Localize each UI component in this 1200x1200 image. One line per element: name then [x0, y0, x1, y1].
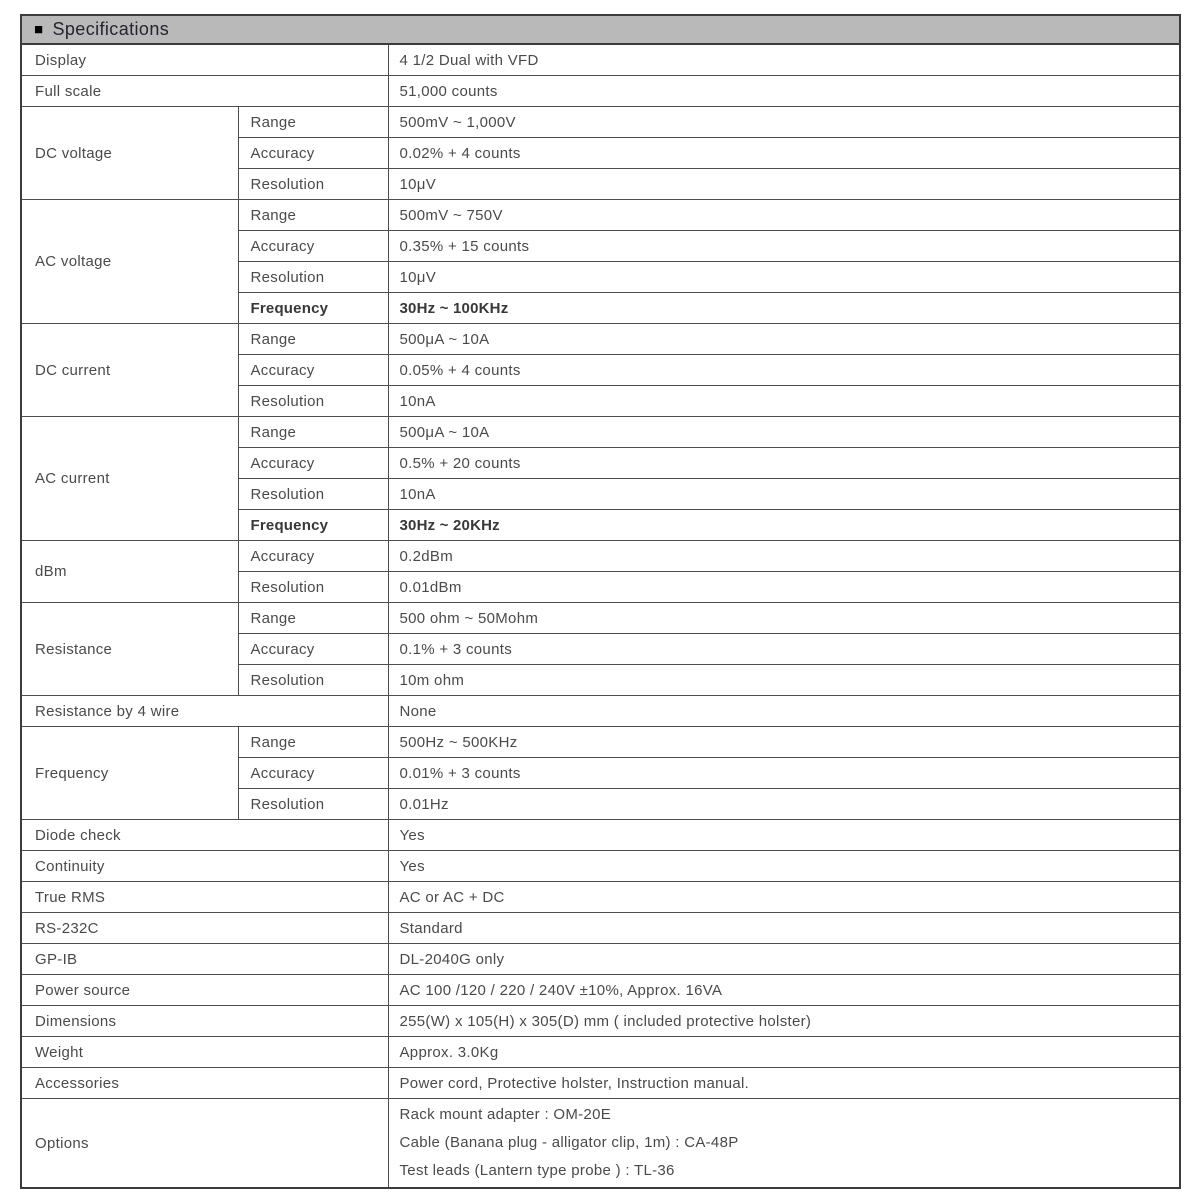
row-value: 500μA ~ 10A [388, 324, 1180, 355]
row-label: Accessories [21, 1068, 388, 1099]
row-label: GP-IB [21, 944, 388, 975]
spec-row-gpib [21, 944, 1180, 975]
row-value: 500 ohm ~ 50Mohm [388, 603, 1180, 634]
row-term: Resolution [238, 572, 388, 603]
row-value: Power cord, Protective holster, Instruction manual. [388, 1068, 1180, 1099]
spec-row-resistance-range [21, 603, 1180, 634]
row-term: Range [238, 107, 388, 138]
row-term: Resolution [238, 789, 388, 820]
row-term: Accuracy [238, 231, 388, 262]
row-term: Range [238, 603, 388, 634]
row-value: Yes [388, 851, 1180, 882]
row-value: Yes [388, 820, 1180, 851]
row-label: Weight [21, 1037, 388, 1068]
row-label: Full scale [21, 76, 388, 107]
row-value: 0.02% + 4 counts [388, 138, 1180, 169]
spec-row-weight [21, 1037, 1180, 1068]
specifications-table [20, 14, 1181, 1189]
row-value-multiline [388, 1099, 1180, 1189]
group-label: Resistance [21, 603, 238, 696]
table-title: Specifications [52, 19, 170, 39]
row-term: Frequency [238, 510, 388, 541]
row-term: Range [238, 417, 388, 448]
spec-row-power-source [21, 975, 1180, 1006]
row-label: Resistance by 4 wire [21, 696, 388, 727]
row-label: Dimensions [21, 1006, 388, 1037]
table-header-cell [21, 15, 1180, 44]
spec-row-dc-voltage-range [21, 107, 1180, 138]
row-value: 0.01% + 3 counts [388, 758, 1180, 789]
row-term: Range [238, 727, 388, 758]
row-term: Resolution [238, 169, 388, 200]
group-label: AC current [21, 417, 238, 541]
spec-row-ac-current-range [21, 417, 1180, 448]
row-value: 500mV ~ 1,000V [388, 107, 1180, 138]
row-term: Resolution [238, 386, 388, 417]
table-header-row [21, 15, 1180, 44]
group-label: DC current [21, 324, 238, 417]
row-label: Power source [21, 975, 388, 1006]
row-value: 0.01Hz [388, 789, 1180, 820]
row-value: 10m ohm [388, 665, 1180, 696]
row-term: Accuracy [238, 448, 388, 479]
row-term: Range [238, 324, 388, 355]
row-value: Standard [388, 913, 1180, 944]
row-value: 0.01dBm [388, 572, 1180, 603]
row-value: AC or AC + DC [388, 882, 1180, 913]
row-label: Diode check [21, 820, 388, 851]
row-value: None [388, 696, 1180, 727]
spec-row-resistance-4wire [21, 696, 1180, 727]
row-term: Accuracy [238, 541, 388, 572]
row-value: 30Hz ~ 20KHz [388, 510, 1180, 541]
row-value: 51,000 counts [388, 76, 1180, 107]
row-value: 0.5% + 20 counts [388, 448, 1180, 479]
group-label: dBm [21, 541, 238, 603]
row-value: 10nA [388, 386, 1180, 417]
spec-row-true-rms [21, 882, 1180, 913]
row-value: Approx. 3.0Kg [388, 1037, 1180, 1068]
spec-row-dbm-accuracy [21, 541, 1180, 572]
row-value: 255(W) x 105(H) x 305(D) mm ( included protective holster) [388, 1006, 1180, 1037]
group-label: AC voltage [21, 200, 238, 324]
spec-row-options [21, 1099, 1180, 1189]
row-value: 10nA [388, 479, 1180, 510]
row-label: True RMS [21, 882, 388, 913]
spec-row-frequency-range [21, 727, 1180, 758]
spec-row-diode-check [21, 820, 1180, 851]
row-label: Continuity [21, 851, 388, 882]
row-label: Options [21, 1099, 388, 1189]
square-bullet-icon: ■ [34, 21, 44, 38]
row-value: 0.05% + 4 counts [388, 355, 1180, 386]
group-label: DC voltage [21, 107, 238, 200]
row-value: 500μA ~ 10A [388, 417, 1180, 448]
row-label: Display [21, 44, 388, 76]
row-value: 500Hz ~ 500KHz [388, 727, 1180, 758]
row-value: 0.2dBm [388, 541, 1180, 572]
option-line: Cable (Banana plug - alligator clip, 1m) : CA-48P [399, 1134, 739, 1151]
row-value: 500mV ~ 750V [388, 200, 1180, 231]
row-term: Accuracy [238, 758, 388, 789]
row-value: AC 100 /120 / 220 / 240V ±10%, Approx. 16VA [388, 975, 1180, 1006]
row-term: Accuracy [238, 634, 388, 665]
row-term: Resolution [238, 262, 388, 293]
option-line: Rack mount adapter : OM-20E [399, 1106, 612, 1123]
row-term: Frequency [238, 293, 388, 324]
row-label: RS-232C [21, 913, 388, 944]
row-term: Accuracy [238, 138, 388, 169]
row-term: Resolution [238, 665, 388, 696]
row-value: 30Hz ~ 100KHz [388, 293, 1180, 324]
spec-row-display [21, 44, 1180, 76]
spec-row-dc-current-range [21, 324, 1180, 355]
spec-row-continuity [21, 851, 1180, 882]
row-term: Resolution [238, 479, 388, 510]
row-value: 4 1/2 Dual with VFD [388, 44, 1180, 76]
row-term: Range [238, 200, 388, 231]
row-term: Accuracy [238, 355, 388, 386]
spec-row-accessories [21, 1068, 1180, 1099]
row-value: 10μV [388, 169, 1180, 200]
row-value: 0.1% + 3 counts [388, 634, 1180, 665]
group-label: Frequency [21, 727, 238, 820]
spec-row-dimensions [21, 1006, 1180, 1037]
spec-row-ac-voltage-range [21, 200, 1180, 231]
row-value: 0.35% + 15 counts [388, 231, 1180, 262]
option-line: Test leads (Lantern type probe ) : TL-36 [399, 1162, 675, 1179]
spec-row-rs232c [21, 913, 1180, 944]
spec-row-full-scale [21, 76, 1180, 107]
row-value: 10μV [388, 262, 1180, 293]
row-value: DL-2040G only [388, 944, 1180, 975]
